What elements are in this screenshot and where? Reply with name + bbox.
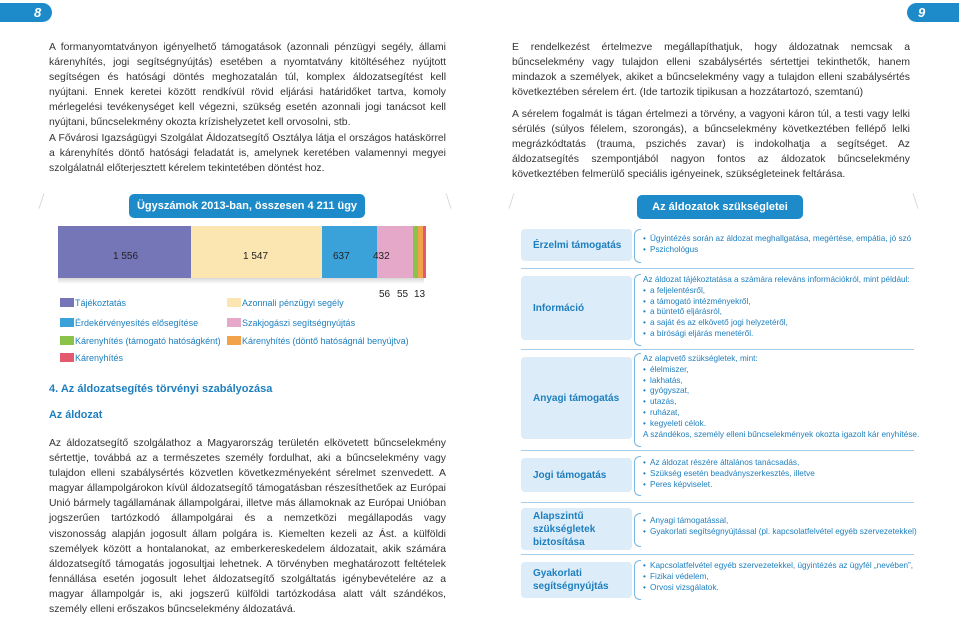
need-detail-item: • Peres képviselet. <box>643 480 815 491</box>
brace-icon <box>634 229 641 263</box>
need-detail-item: • a saját és az elkövető jogi helyzetéről, <box>643 318 910 329</box>
need-category-box: Információ <box>521 276 632 340</box>
legend-swatch <box>60 353 74 362</box>
page-number-left: 8 <box>34 5 42 20</box>
need-detail-list <box>643 354 919 440</box>
legend-label: Azonnali pénzügyi segély <box>242 298 344 308</box>
need-detail-item: • kegyeleti célok. <box>643 419 919 430</box>
need-detail-item: • Orvosi vizsgálatok. <box>643 583 913 594</box>
brace-icon <box>634 353 641 447</box>
bar-value-label: 1 556 <box>113 251 139 262</box>
legend-swatch <box>60 298 74 307</box>
right-paragraph-2: A sérelem fogalmát is tágan értelmezi a törvény, a vagyoni káron túl, a testi vagy lelki sérülés (súlyos félelem, szorongás), a bűncselekmény következtében fellépő lelki megrázkódtatás (trauma, pszichés zavar) is indokolhatja a segítséget. Az áldozatsegítés szempontjából nagyon fontos az áldozatok bűncselekmény következtében felmerülő speciális igényeinek, szükségleteinek feltárása. <box>512 109 910 181</box>
legend-swatch <box>227 298 241 307</box>
need-category-box: Gyakorlati segítségnyújtás <box>521 562 632 598</box>
need-detail-item: • ruházat, <box>643 408 919 419</box>
need-detail-item: A szándékos, személy elleni bűncselekmények okozta igazolt kár enyhítése. <box>643 429 920 439</box>
legend-label: Tájékoztatás <box>75 298 127 308</box>
row-separator <box>521 349 914 350</box>
brace-icon <box>634 560 641 600</box>
row-separator <box>521 502 914 503</box>
decorative-dash <box>446 193 452 209</box>
bar-value-label: 1 547 <box>243 251 269 262</box>
left-paragraph-2: A Fővárosi Igazságügyi Szolgálat Áldozatsegítő Osztálya látja el országos hatáskörrel a kárenyhítés döntő hatósági feladatát is, amelynek keretében valamennyi megyei szolgálatnál előterjesztett kérelem tekintetében döntést hoz. <box>49 133 446 175</box>
need-detail-item: • Fizikai védelem, <box>643 572 913 583</box>
need-detail-item: • élelmiszer, <box>643 365 919 376</box>
need-detail-list <box>643 561 913 593</box>
need-detail-item: • Anyagi támogatással, <box>643 516 917 527</box>
need-category-box: Anyagi támogatás <box>521 357 632 439</box>
section-heading: 4. Az áldozatsegítés törvényi szabályozása <box>49 383 273 395</box>
left-paragraph-1: A formanyomtatványon igényelhető támogatások (azonnali pénzügyi segély, állami kárenyhítés, jogi segítségnyújtás) esetében a nyomtatvány kitöltéséhez nyújtott segítségen és hatósági döntés meghozatalán túl, komplex áldozatsegítést kell nyújtani. Ennek keretei között rendkívül rövid eljárási határidőket tartva, komoly mérlegelési tevékenységet kell végezni, szükség esetén azonnali jogi tanácsot kell nyújtani, bűncselekmény okozta krízishelyzetet kell orvosolni, stb. <box>49 42 446 129</box>
brace-icon <box>634 513 641 547</box>
need-detail-item: • Szükség esetén beadványszerkesztés, illetve <box>643 469 815 480</box>
need-detail-item: • lakhatás, <box>643 376 919 387</box>
legend-swatch <box>227 336 241 345</box>
need-detail-list <box>643 275 910 340</box>
need-detail-item: • a támogató intézményekről, <box>643 297 910 308</box>
page-number-tab-left <box>0 3 52 22</box>
legend-label: Kárenyhítés (támogató hatóságként) <box>75 336 221 346</box>
right-paragraph-1: E rendelkezést értelmezve megállapíthatjuk, hogy áldozatnak nemcsak a bűncselekmény vagy tulajdon elleni szabálysértés sértettjei tekinthetők, hanem mindazok a személyek, akiket a bűncselekmény vagy a tulajdon elleni szabálysértés következtében sérelem ért. (Ide tartozik tipikusan a hozzátartozó, szemtanú) <box>512 42 910 99</box>
brace-icon <box>634 456 641 496</box>
legend-swatch <box>60 336 74 345</box>
decorative-dash <box>913 193 919 209</box>
need-detail-item: Az áldozat tájékoztatása a számára releváns információkról, mint például: <box>643 275 910 284</box>
need-detail-item: • Gyakorlati segítségnyújtással (pl. kapcsolatfelvétel egyéb szervezetekkel) <box>643 527 917 538</box>
bar-value-label: 637 <box>333 251 350 262</box>
legend-label: Szakjogászi segítségnyújtás <box>242 318 356 328</box>
need-detail-item: • utazás, <box>643 397 919 408</box>
need-detail-list <box>643 234 911 256</box>
need-detail-item: • a bírósági eljárás menetéről. <box>643 329 910 340</box>
row-separator <box>521 268 914 269</box>
legend-label: Kárenyhítés <box>75 353 124 363</box>
brace-icon <box>634 274 641 346</box>
need-detail-item: • Kapcsolatfelvétel egyéb szervezetekkel, ügyintézés az ügyfél „nevében”, <box>643 561 913 572</box>
legend-label: Kárenyhítés (döntő hatóságnál benyújtva) <box>242 336 409 346</box>
need-detail-item: • a feljelentésről, <box>643 286 910 297</box>
page-number-tab-right <box>907 3 959 22</box>
need-detail-item: • gyógyszat, <box>643 386 919 397</box>
need-detail-list <box>643 458 815 490</box>
sub-heading: Az áldozat <box>49 409 103 421</box>
legend-swatch <box>227 318 241 327</box>
decorative-dash <box>39 193 45 209</box>
left-paragraph-3: Az áldozatsegítő szolgálathoz a Magyarország területén elkövetett bűncselekmény sértettje, továbbá az a természetes személy fordulhat, aki a bűncselekmény vagy tulajdon elleni szabálysértés közvetlen következményeként sérelmet szenvedett. A magyar állampolgárokon kívül áldozatsegítő támogatásban részesíthetőek az Európai Unió bármely tagállamának állampolgárai, illetve más államoknak az Európai Unióban jogszerűen tartózkodó állampolgárai és a nemzetközi megállapodás vagy viszonosság alapján jogosult állam polgára is. Kiemelten kezeli az Ást. a külföldi személyek között a hontalanokat, az emberkereskedelem áldozatait, akik számára áldozatsegítő támogatás jogosultjai lehetnek. A törvényben meghatározott feltételek fennállása esetén jogosult lehet áldozatsegítő szolgáltatás igénybevételére az a magyar állampolgár is, aki jogszerű külföldi tartózkodása alatt vált szándékos, személy elleni erőszakos bűncselekmény áldozatává. <box>49 438 446 616</box>
bar-value-label: 56 <box>379 289 391 300</box>
legend-swatch <box>60 318 74 327</box>
bar-segment <box>423 226 426 278</box>
chart-title: Ügyszámok 2013-ban, összesen 4 211 ügy <box>129 194 365 218</box>
bar-value-label: 55 <box>397 289 409 300</box>
need-category-box: Alapszintű szükségletek biztosítása <box>521 508 632 550</box>
need-detail-list <box>643 516 917 538</box>
bar-value-label: 13 <box>414 289 426 300</box>
need-detail-item: • Ügyintézés során az áldozat meghallgatása, megértése, empátia, jó szó <box>643 234 911 245</box>
need-detail-item: • Az áldozat részére általános tanácsadás, <box>643 458 815 469</box>
page-number-right: 9 <box>918 5 926 20</box>
need-detail-item: • a büntető eljárásról, <box>643 307 910 318</box>
legend-label: Érdekérvényesítés elősegítése <box>75 318 199 328</box>
row-separator <box>521 450 914 451</box>
need-detail-item: Az alapvető szükségletek, mint: <box>643 354 758 363</box>
decorative-dash <box>509 193 515 209</box>
need-detail-item: • Pszichológus <box>643 245 911 256</box>
bar-shadow <box>58 278 424 284</box>
row-separator <box>521 554 914 555</box>
bar-value-label: 432 <box>373 251 390 262</box>
needs-title: Az áldozatok szükségletei <box>637 195 803 219</box>
need-category-box: Érzelmi támogatás <box>521 229 632 261</box>
need-category-box: Jogi támogatás <box>521 458 632 492</box>
